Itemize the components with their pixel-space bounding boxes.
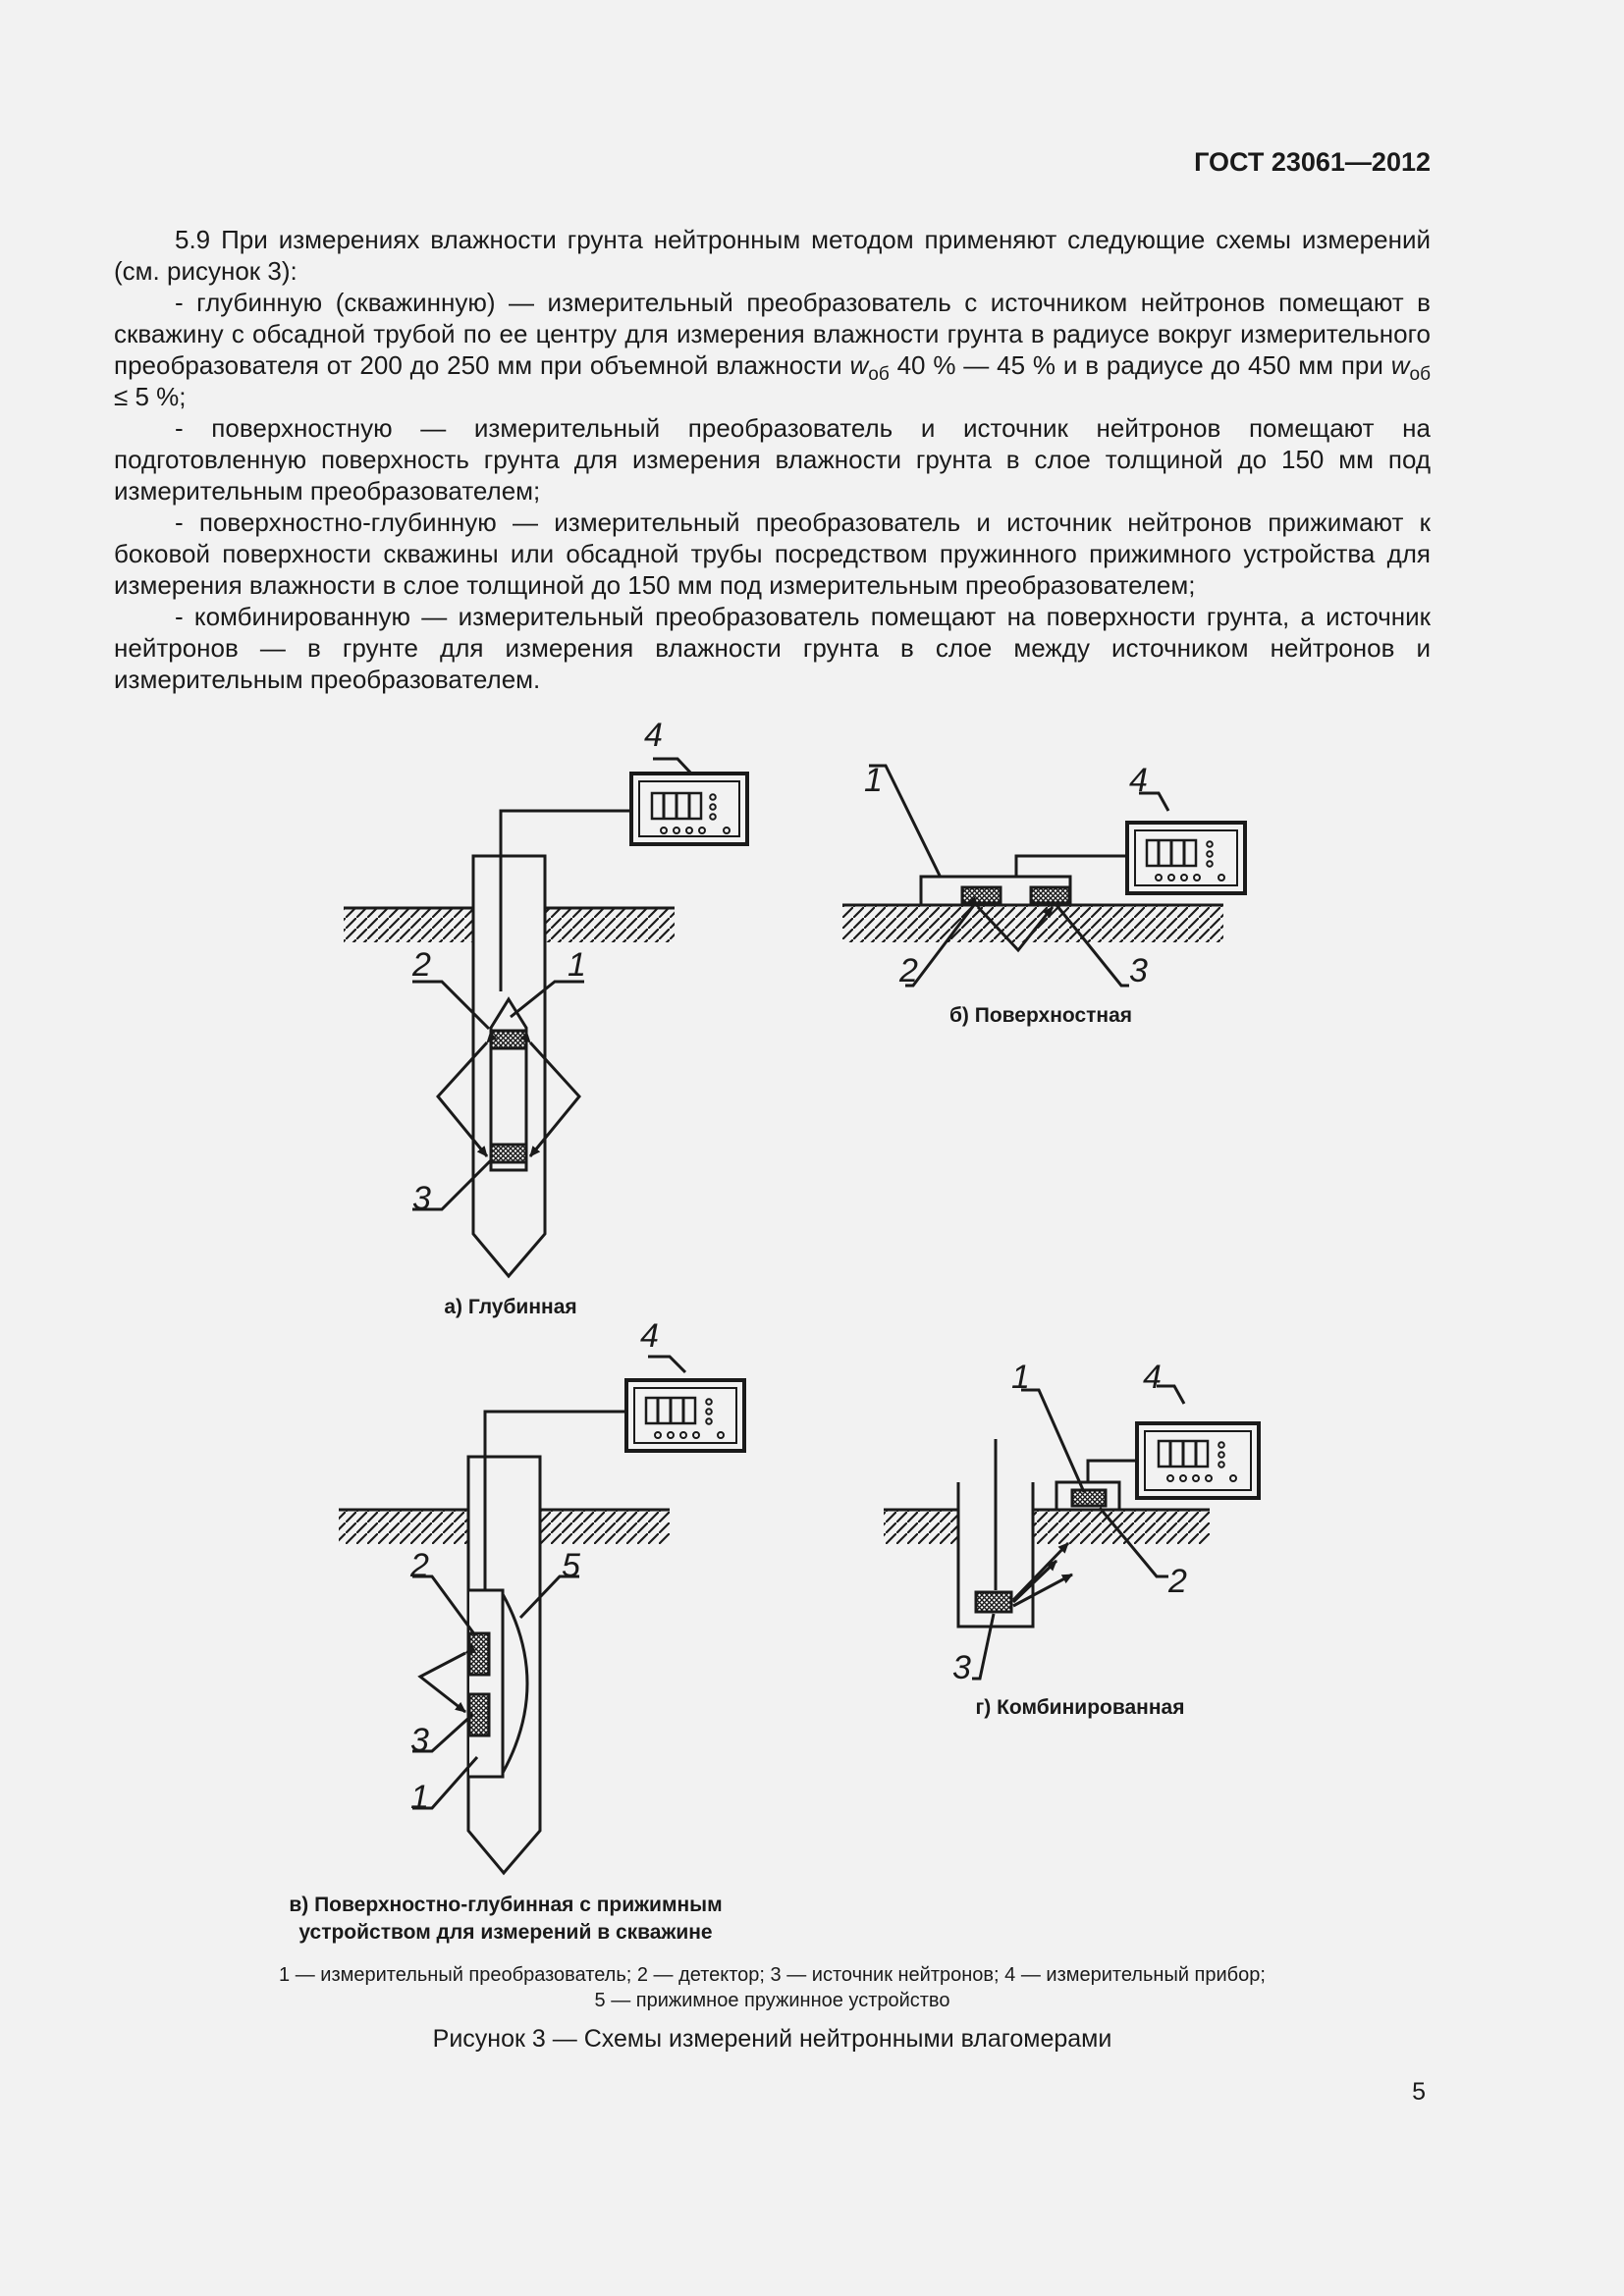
label-a-2: 2 [412,946,431,984]
label-b-1: 1 [864,762,883,799]
label-v-2: 2 [410,1547,429,1584]
label-v-5: 5 [562,1547,580,1584]
label-v-3: 3 [410,1722,429,1759]
document-header: ГОСТ 23061—2012 [1194,147,1431,177]
label-g-2: 2 [1168,1563,1187,1600]
label-g-3: 3 [952,1649,971,1686]
figure-legend: 1 — измерительный преобразователь; 2 — детектор; 3 — источник нейтронов; 4 — измерительный прибор; 5 — прижимное пружинное устройство [279,1964,1266,2011]
diagram-a-deep [344,759,747,1276]
label-b-4: 4 [1129,762,1148,799]
paragraph-surface-deep: - поверхностно-глубинную — измерительный преобразователь и источник нейтронов прижимают к боковой поверхности скважины или обсадной трубы посредством пружинного прижимного устройства для измерения влажности в слое толщиной до 150 мм под измерительным преобразователем; [114,507,1431,600]
page-number: 5 [1412,2078,1426,2106]
label-a-1: 1 [568,946,586,984]
paragraph-surface: - поверхностную — измерительный преобразователь и источник нейтронов помещают на подготовленную поверхность грунта для измерения влажности грунта в слое толщиной до 150 мм под измерительным преобразователем; [114,413,1431,506]
label-g-4: 4 [1143,1359,1162,1396]
caption-v: в) Поверхностно-глубинная с прижимным устройством для измерений в скважине [289,1894,723,1944]
diagram-v-surface-deep [339,1357,744,1873]
paragraph-intro: 5.9 При измерениях влажности грунта нейтронным методом применяют следующие схемы измерений (см. рисунок 3): [114,225,1431,286]
label-v-1: 1 [410,1779,429,1816]
label-a-3: 3 [412,1180,431,1217]
label-b-2: 2 [899,952,918,989]
label-v-4: 4 [640,1317,659,1355]
diagram-g-combined [884,1386,1259,1679]
label-g-1: 1 [1011,1359,1030,1396]
caption-b: б) Поверхностная [948,1004,1133,1027]
paragraph-combined: - комбинированную — измерительный преобразователь помещают на поверхности грунта, а источник нейтронов — в грунте для измерения влажности грунта в слое между источником нейтронов и измерительным преобразователем. [114,602,1431,694]
figure-title: Рисунок 3 — Схемы измерений нейтронными влагомерами [432,2025,1112,2053]
label-b-3: 3 [1129,952,1148,989]
caption-g: г) Комбинированная [975,1696,1185,1719]
paragraph-deep: - глубинную (скважинную) — измерительный преобразователь с источником нейтронов помещают в скважину с обсадной трубой по ее центру для измерения влажности грунта в радиусе вокруг измерительного преобразователя от 200 до 250 мм при объемной влажности $w_{об}$ 40 % — 45 % и в радиусе до 450 мм при $w_{об} \le 5$ %; [114,288,1431,411]
caption-a: а) Глубинная [444,1296,577,1318]
label-a-4: 4 [644,717,663,754]
